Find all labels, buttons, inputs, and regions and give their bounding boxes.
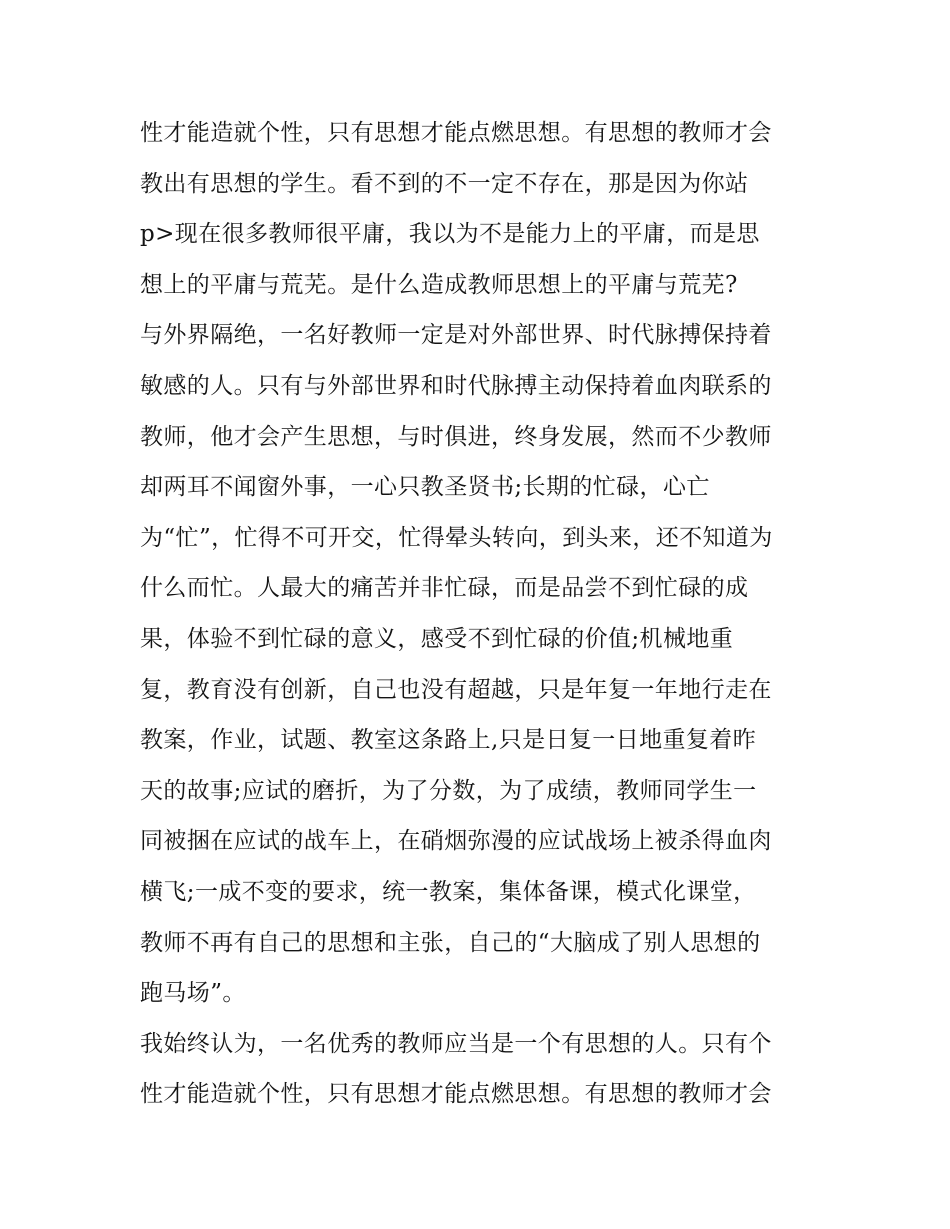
text-line: 横飞;一成不变的要求，统一教案，集体备课，模式化课堂，: [140, 878, 757, 905]
text-line: p>现在很多教师很平庸，我以为不是能力上的平庸，而是思: [140, 221, 760, 248]
text-line: 性才能造就个性，只有思想才能点燃思想。有思想的教师才会: [140, 120, 772, 146]
text-line: 我始终认为，一名优秀的教师应当是一个有思想的人。只有个: [140, 1030, 772, 1057]
text-line: 想上的平庸与荒芜。是什么造成教师思想上的平庸与荒芜?: [140, 271, 738, 298]
text-line: 跑马场”。: [140, 980, 246, 1007]
text-line: 教出有思想的学生。看不到的不一定不存在，那是因为你站: [140, 170, 749, 197]
text-line: 教师，他才会产生思想，与时俱进，终身发展，然而不少教师: [140, 423, 772, 450]
text-line: 复，教育没有创新，自己也没有超越，只是年复一年地行走在: [140, 676, 772, 703]
text-line: 什么而忙。人最大的痛苦并非忙碌，而是品尝不到忙碌的成: [140, 575, 749, 602]
text-line: 天的故事;应试的磨折，为了分数，为了成绩，教师同学生一: [140, 777, 757, 804]
text-line: 果，体验不到忙碌的意义，感受不到忙碌的价值;机械地重: [140, 625, 734, 652]
text-line: 却两耳不闻窗外事，一心只教圣贤书;长期的忙碌，心亡: [140, 474, 710, 501]
text-line: 教案，作业，试题、教室这条路上,只是日复一日地重复着昨: [140, 727, 757, 754]
text-line: 教师不再有自己的思想和主张，自己的“大脑成了别人思想的: [140, 929, 761, 956]
document-body: [140, 108, 820, 1120]
text-line: 同被捆在应试的战车上，在硝烟弥漫的应试战场上被杀得血肉: [140, 828, 772, 855]
text-line: 为“忙”，忙得不可开交，忙得晕头转向，到头来，还不知道为: [140, 524, 773, 551]
text-line: 与外界隔绝，一名好教师一定是对外部世界、时代脉搏保持着: [140, 322, 772, 349]
text-line: 性才能造就个性，只有思想才能点燃思想。有思想的教师才会: [140, 1081, 772, 1108]
text-line: 敏感的人。只有与外部世界和时代脉搏主动保持着血肉联系的: [140, 372, 772, 399]
